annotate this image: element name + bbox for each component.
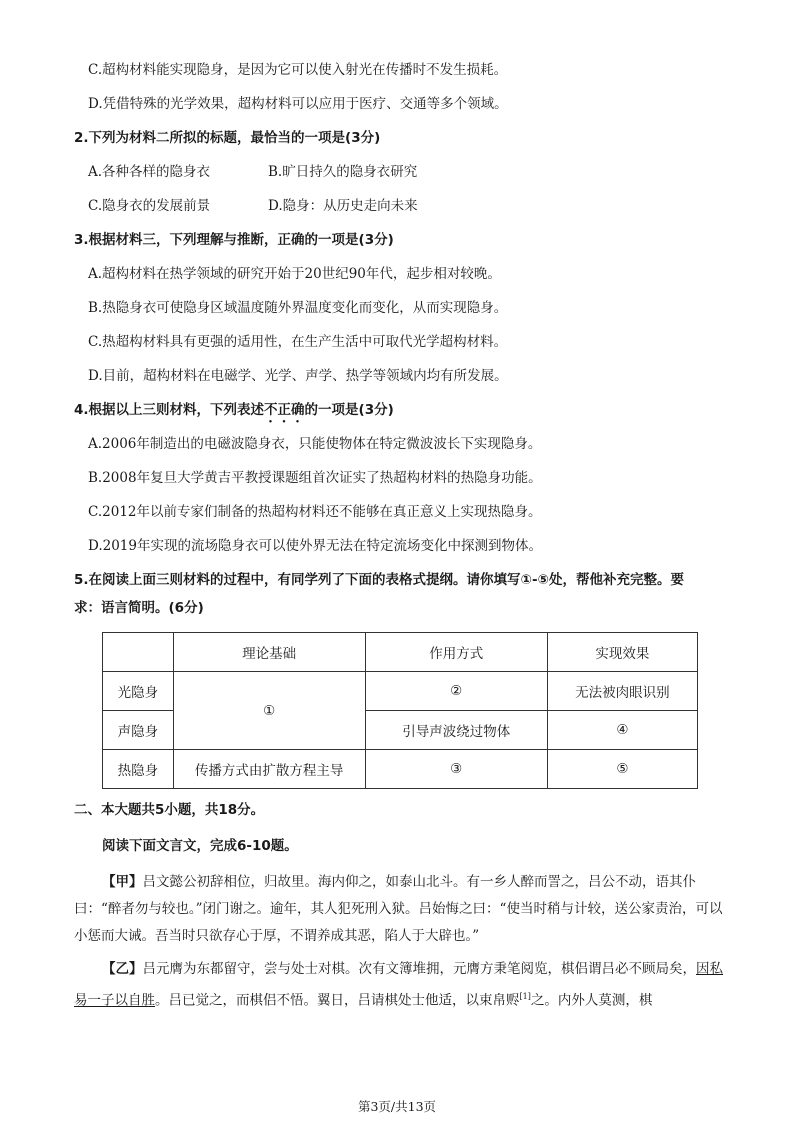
q4-option-a: A.2006年制造出的电磁波隐身衣，只能使物体在特定微波波长下实现隐身。	[88, 436, 542, 452]
passage-jia-mark: 【甲】	[102, 874, 143, 890]
q3-option-c: C.热超构材料具有更强的适用性，在生产生活中可取代光学超构材料。	[88, 334, 508, 350]
table-cell: 引导声波绕过物体	[365, 711, 547, 750]
q4-stem-emphasis: 不正确	[264, 402, 305, 418]
table-cell: 无法被肉眼识别	[547, 672, 697, 711]
table-row-label: 光隐身	[103, 672, 174, 711]
table-cell: 传播方式由扩散方程主导	[173, 750, 365, 789]
q5-stem-line2: 求：语言简明。(6分)	[74, 600, 204, 616]
q1-option-d: D.凭借特殊的光学效果，超构材料可以应用于医疗、交通等多个领域。	[88, 96, 508, 112]
page-footer: 第3页/共13页	[357, 1099, 437, 1114]
passage-yi	[74, 956, 724, 1015]
q3-option-b: B.热隐身衣可使隐身区域温度随外界温度变化而变化，从而实现隐身。	[88, 300, 508, 316]
table-cell-blank-1: ①	[173, 672, 365, 750]
passage-intro: 阅读下面文言文，完成6-10题。	[102, 838, 298, 854]
q4-option-d: D.2019年实现的流场隐身衣可以使外界无法在特定流场变化中探测到物体。	[88, 538, 542, 554]
table-header-cell: 实现效果	[547, 633, 697, 672]
q4-stem-pre: 4.根据以上三则材料，下列表述	[74, 402, 265, 418]
passage-yi-text-2: 。吕已觉之，而棋侣不悟。翼日，吕请棋处士他适，以束帛赆	[155, 992, 520, 1009]
q2-option-d: D.隐身：从历史走向未来	[268, 198, 418, 214]
footnote-marker: [1]	[519, 992, 531, 1001]
passage-yi-underlined: 因私易一子以自胜	[74, 961, 723, 1009]
table-row-label: 热隐身	[103, 750, 174, 789]
passage-jia-text: 吕文懿公初辞相位，归故里。海内仰之，如泰山北斗。有一乡人醉而詈之，吕公不动，语其仆曰：“醉者勿与较也。”闭门谢之。逾年，其人犯死刑入狱。吕始悔之曰：“使当时稍与计较，送公家责治，可以小惩而大诫。吾当时只欲存心于厚，不谓养成其恶，陷人于大辟也。”	[74, 874, 723, 944]
passage-jia	[74, 869, 724, 950]
q2-option-c: C.隐身衣的发展前景	[88, 198, 211, 214]
q4-option-c: C.2012年以前专家们制备的热超构材料还不能够在真正意义上实现热隐身。	[88, 504, 542, 520]
section-two-heading: 二、本大题共5小题，共18分。	[74, 802, 265, 818]
passage-yi-text-3: 之。内外人莫测，棋	[530, 992, 653, 1009]
table-cell-blank-2: ②	[365, 672, 547, 711]
table-cell-blank-3: ③	[365, 750, 547, 789]
q4-stem-post: 的一项是(3分)	[304, 402, 394, 418]
q4-option-b: B.2008年复旦大学黄吉平教授课题组首次证实了热超构材料的热隐身功能。	[88, 470, 542, 486]
outline-table	[102, 632, 698, 789]
table-cell-blank-4: ④	[547, 711, 697, 750]
q4-stem	[74, 400, 394, 426]
q2-option-b: B.旷日持久的隐身衣研究	[268, 164, 418, 180]
table-header-cell: 理论基础	[173, 633, 365, 672]
q3-option-d: D.目前，超构材料在电磁学、光学、声学、热学等领域内均有所发展。	[88, 368, 508, 384]
table-cell-blank-5: ⑤	[547, 750, 697, 789]
table-row-label: 声隐身	[103, 711, 174, 750]
table-header-cell: 作用方式	[365, 633, 547, 672]
q3-stem: 3.根据材料三，下列理解与推断，正确的一项是(3分)	[74, 232, 394, 248]
passage-yi-text-1: 吕元膺为东都留守，尝与处士对棋。次有文簿堆拥，元膺方秉笔阅览，棋侣谓吕必不顾局矣，	[142, 961, 696, 977]
passage-yi-mark: 【乙】	[102, 961, 143, 977]
q2-stem: 2.下列为材料二所拟的标题，最恰当的一项是(3分)	[74, 130, 381, 146]
table-header-cell	[103, 633, 174, 672]
q1-option-c: C.超构材料能实现隐身，是因为它可以使入射光在传播时不发生损耗。	[88, 62, 508, 78]
table-header-row	[103, 633, 698, 672]
q5-stem-line1: 5.在阅读上面三则材料的过程中，有同学列了下面的表格式提纲。请你填写①-⑤处，帮他补充完整。要	[74, 572, 684, 588]
table-row	[103, 750, 698, 789]
q2-option-a: A.各种各样的隐身衣	[88, 164, 211, 180]
q3-option-a: A.超构材料在热学领域的研究开始于20世纪90年代，起步相对较晚。	[88, 266, 501, 282]
table-row	[103, 672, 698, 711]
